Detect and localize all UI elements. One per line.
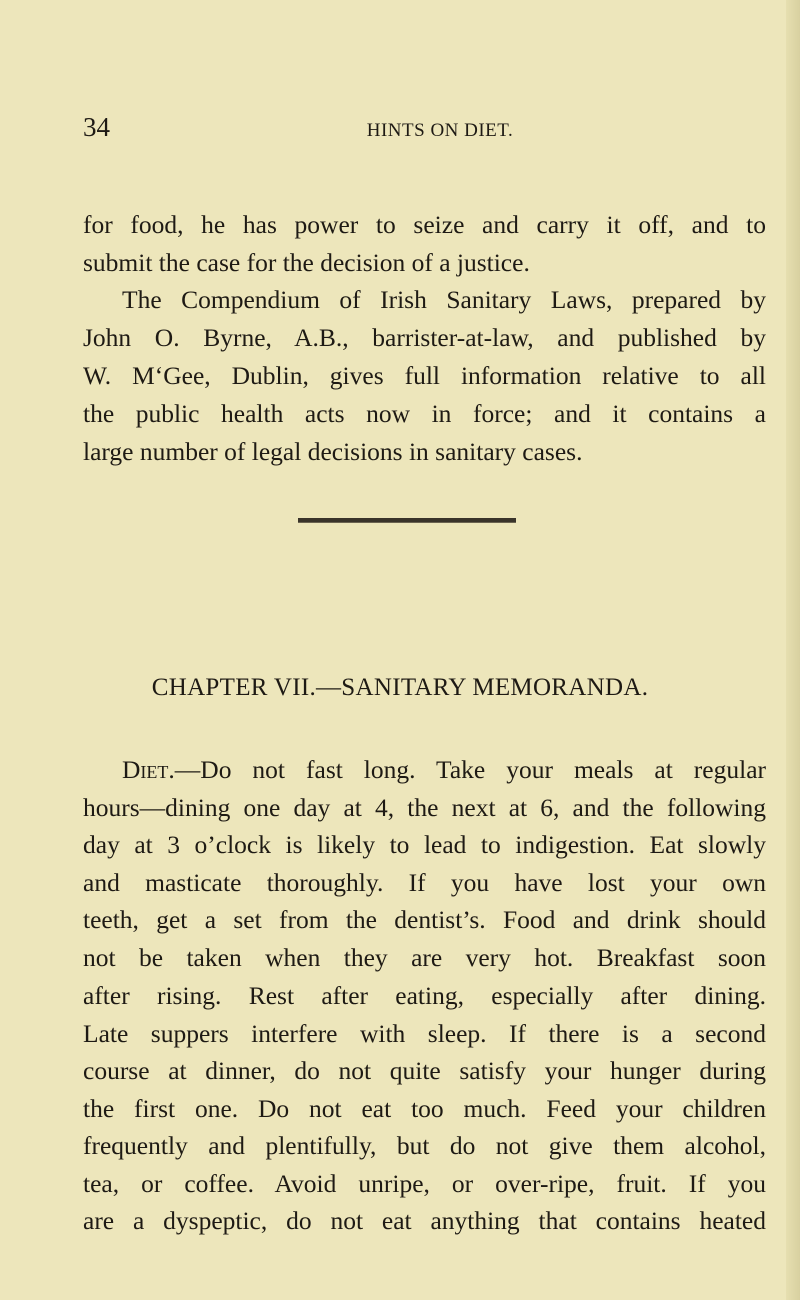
running-head: HINTS ON DIET.	[366, 120, 514, 141]
text-line: teeth, get a set from the dentist’s. Food and drink should	[83, 905, 766, 934]
section-divider	[298, 518, 516, 523]
text-line: tea, or coffee. Avoid unripe, or over-ripe, fruit. If you	[83, 1169, 766, 1198]
text-line: not be taken when they are very hot. Breakfast soon	[83, 943, 766, 972]
text-line: submit the case for the decision of a justice.	[83, 248, 530, 277]
text-line: day at 3 o’clock is likely to lead to indigestion. Eat slowly	[83, 830, 766, 859]
text-line: after rising. Rest after eating, especially after dining.	[83, 981, 766, 1010]
text-line: large number of legal decisions in sanitary cases.	[83, 437, 583, 466]
text-line: frequently and plentifully, but do not give them alcohol,	[83, 1131, 766, 1160]
text-line: The Compendium of Irish Sanitary Laws, prepared by	[122, 285, 766, 314]
text-line: and masticate thoroughly. If you have lost your own	[83, 868, 766, 897]
run-in-heading: Diet.	[122, 755, 175, 784]
text-line: course at dinner, do not quite satisfy your hunger during	[83, 1056, 766, 1085]
text-line: the first one. Do not eat too much. Feed your children	[83, 1094, 766, 1123]
text-span: —Do not fast long. Take your meals at regular	[174, 755, 766, 784]
text-line: are a dyspeptic, do not eat anything that contains heated	[83, 1206, 766, 1235]
text-line: for food, he has power to seize and carry it off, and to	[83, 210, 766, 239]
text-line: the public health acts now in force; and it contains a	[83, 399, 766, 428]
chapter-heading: CHAPTER VII.—SANITARY MEMORANDA.	[151, 674, 649, 701]
text-line: Late suppers interfere with sleep. If there is a second	[83, 1019, 766, 1048]
text-line	[122, 755, 766, 785]
text-line: W. M‘Gee, Dublin, gives full information relative to all	[83, 361, 766, 390]
text-line: John O. Byrne, A.B., barrister-at-law, and published by	[83, 323, 766, 352]
page-edge	[786, 0, 800, 1300]
text-line: hours—dining one day at 4, the next at 6, and the following	[83, 793, 766, 822]
page-number: 34	[83, 112, 110, 142]
